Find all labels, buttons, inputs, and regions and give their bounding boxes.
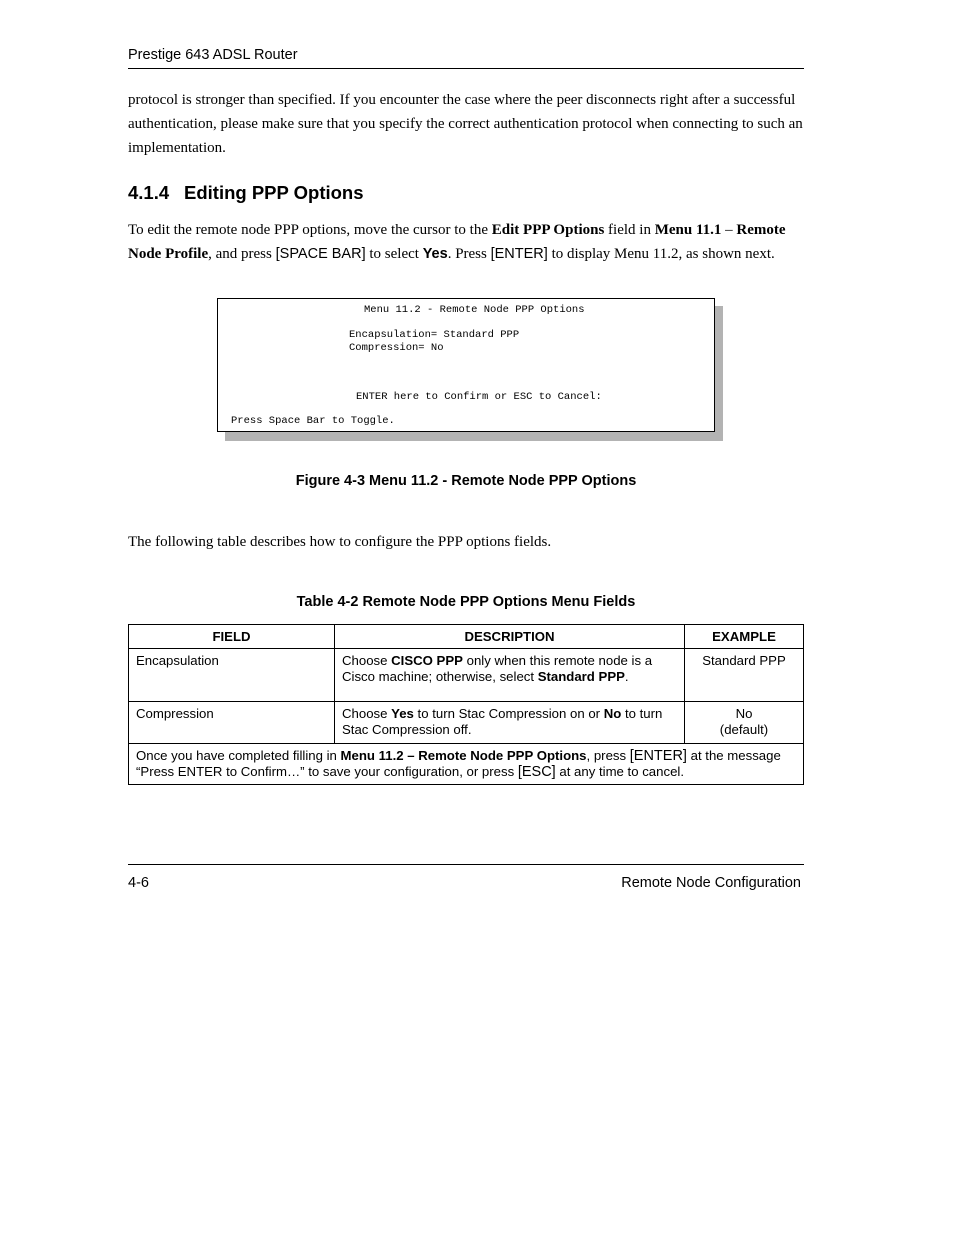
text-run: field in [604,222,655,238]
chapter-title: Remote Node Configuration [621,875,801,891]
key-label: [ENTER] [490,246,548,262]
text-run: at the message “Press ENTER to Confirm…” to save your configuration, or press [136,748,781,779]
table-row [129,649,804,702]
text-run: , and press [208,246,276,262]
text-run: to turn Stac Compression on or [413,706,604,721]
footer-divider [128,864,804,865]
compression-field: Compression= No [349,342,444,354]
text-run: to turn Stac Compression off. [342,706,663,737]
text-run: , press [586,748,630,763]
running-header [128,47,804,69]
table-row [129,702,804,744]
text-run: to select [365,246,423,262]
bold-run: Yes [391,706,414,721]
page-number: 4-6 [128,875,149,891]
bold-run: CISCO PPP [391,653,463,668]
text-run: Choose [342,653,392,668]
bold-run: Yes [422,246,448,262]
toggle-hint: Press Space Bar to Toggle. [231,415,395,427]
header-title: Prestige 643 ADSL Router [128,47,298,63]
terminal-title: Menu 11.2 - Remote Node PPP Options [364,304,585,316]
column-header: DESCRIPTION [335,625,685,649]
description-cell [335,702,685,744]
table-header-row [129,625,804,649]
bold-run: Edit PPP Options [491,222,605,238]
key-label: [ESC] [517,764,556,780]
key-label: [SPACE BAR] [275,246,366,262]
text-run: Once you have completed filling in [136,748,341,763]
example-cell [685,702,804,744]
bold-run: Menu 11.2 – Remote Node PPP Options [340,748,587,763]
instructions-paragraph [128,218,808,266]
figure-caption: Figure 4-3 Menu 11.2 - Remote Node PPP Options [295,473,637,489]
section-title: Editing PPP Options [184,182,364,203]
table-caption: Table 4-2 Remote Node PPP Options Menu Fields [296,594,636,610]
description-cell [335,649,685,702]
field-cell: Encapsulation [129,649,335,702]
confirm-prompt: ENTER here to Confirm or ESC to Cancel: [356,391,602,403]
encapsulation-field: Encapsulation= Standard PPP [349,329,520,341]
field-cell: Compression [129,702,335,744]
bold-run: Remote Node Profile [128,222,786,262]
column-header: FIELD [129,625,335,649]
bold-run: Standard PPP [537,669,625,684]
text-run: to display Menu 11.2, as shown next. [547,246,775,262]
text-run: at any time to cancel. [555,764,684,779]
example-cell: Standard PPP [685,649,804,702]
text-run: only when this remote node is a Cisco machine; otherwise, select [342,653,653,684]
text-run: To edit the remote node PPP options, move the cursor to the [128,222,492,238]
intro-paragraph: protocol is stronger than specified. If you encounter the case where the peer disconnects right after a successful authentication, please make sure that you specify the correct authentication protocol when connecting to such an implementation. [128,92,803,156]
terminal-screen [217,298,715,432]
bold-run: Menu 11.1 [654,222,722,238]
column-header: EXAMPLE [685,625,804,649]
section-number: 4.1.4 [128,182,170,203]
table-footer-row [129,744,804,785]
table-footer-note [129,744,804,785]
table-intro: The following table describes how to configure the PPP options fields. [128,534,552,550]
text-run: Choose [342,706,392,721]
example-value: No [735,706,753,721]
section-heading [128,182,364,204]
bold-run: No [603,706,622,721]
key-label: [ENTER] [629,748,687,764]
text-run: . [624,669,629,684]
options-table [128,624,804,785]
text-run: . Press [447,246,491,262]
text-run: – [721,222,737,238]
example-note: (default) [719,722,769,737]
